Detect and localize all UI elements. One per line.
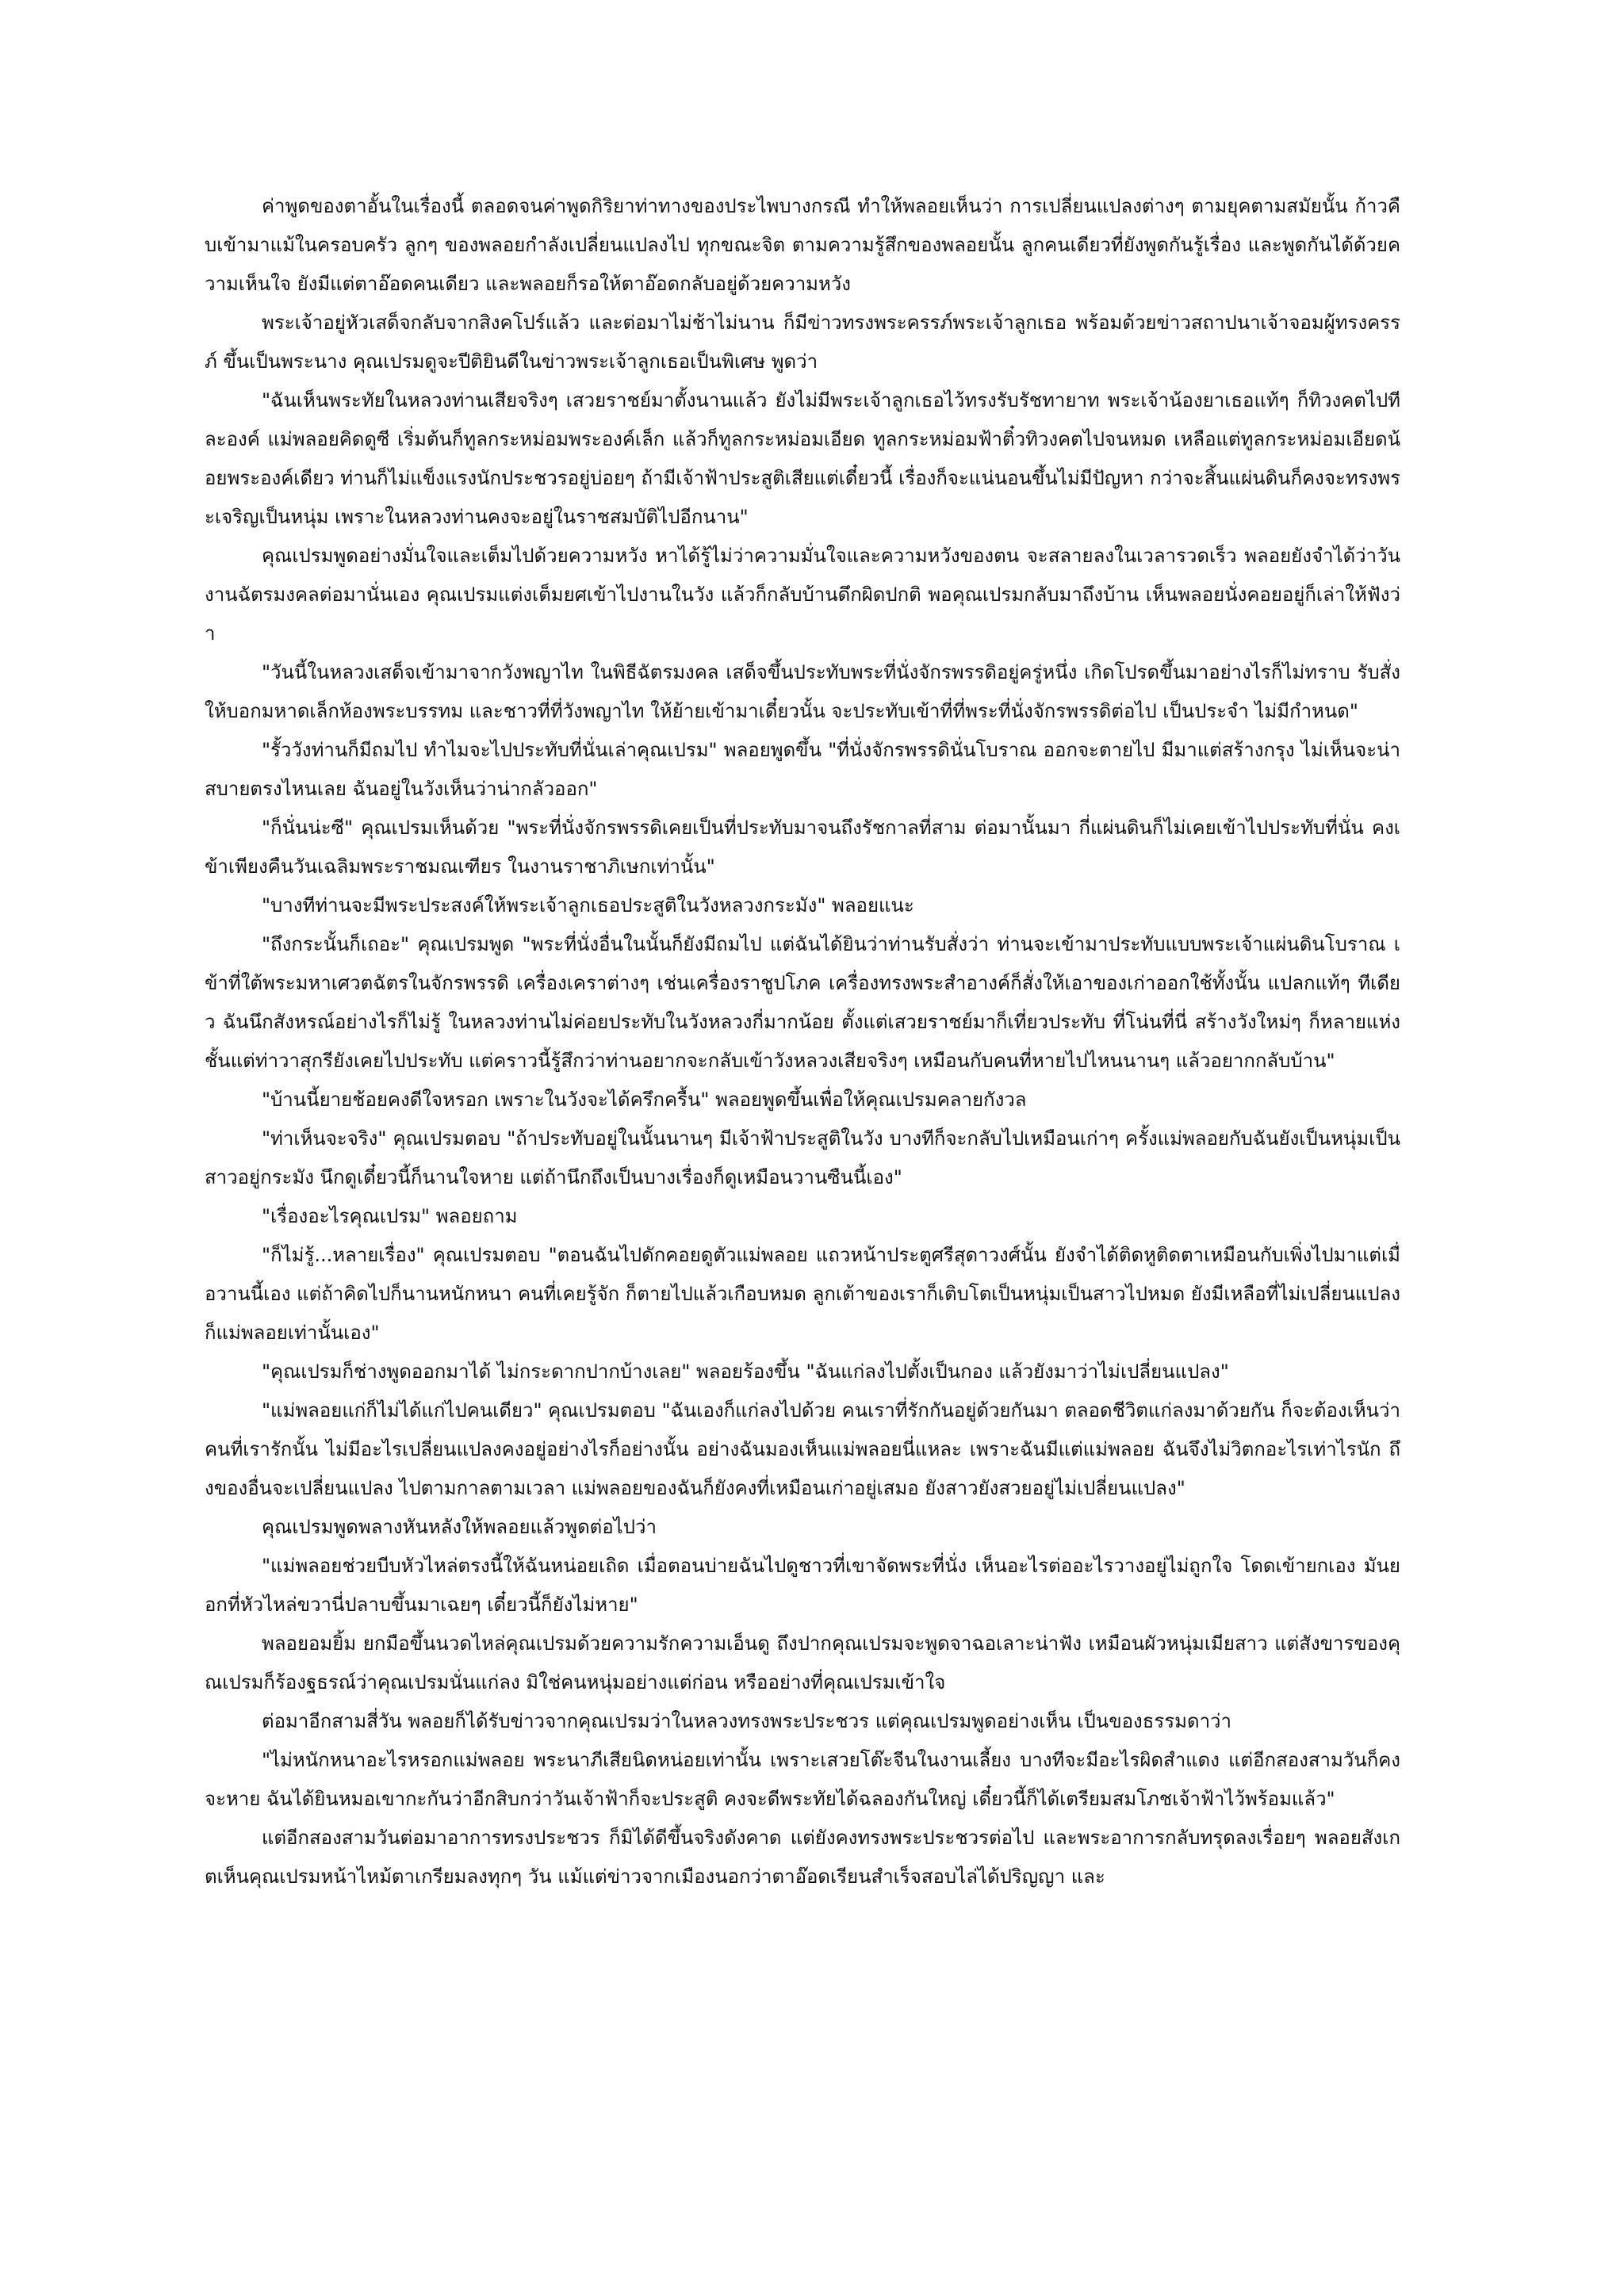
paragraph: "ก็นั่นน่ะซี" คุณเปรมเห็นด้วย "พระที่นั่งจักรพรรดิเคยเป็นที่ประทับมาจนถึงรัชกาลที่สาม ต่อมานั้นมา กี่แผ่นดินก็ไม่เคยเข้าไปประทับที่นั่น คงเข้าเพียงคืนวันเฉลิมพระราชมณเฑียร ในงานราชาภิเษกเท่านั้น" [205, 817, 1400, 878]
paragraph: "เรื่องอะไรคุณเปรม" พลอยถาม [262, 1205, 518, 1227]
paragraph: "วันนี้ในหลวงเสด็จเข้ามาจากวังพญาไท ในพิธีฉัตรมงคล เสด็จขึ้นประทับพระที่นั่งจักรพรรดิอยู่ครู่หนึ่ง เกิดโปรดขึ้นมาอย่างไรก็ไม่ทราบ รับสั่งให้บอกมหาดเล็กห้องพระบรรทม และชาวที่ที่วังพญาไท ให้ย้ายเข้ามาเดี๋ยวนั้น จะประทับเข้าที่ที่พระที่นั่งจักรพรรดิต่อไป เป็นประจำ ไม่มีกำหนด" [205, 661, 1400, 722]
paragraph: "ท่าเห็นจะจริง" คุณเปรมตอบ "ถ้าประทับอยู่ในนั้นนานๆ มีเจ้าฟ้าประสูติในวัง บางทีก็จะกลับไปเหมือนเก่าๆ ครั้งแม่พลอยกับฉันยังเป็นหนุ่มเป็นสาวอยู่กระมัง นึกดูเดี๋ยวนี้ก็นานใจหาย แต่ถ้านึกถึงเป็นบางเรื่องก็ดูเหมือนวานซืนนี้เอง" [205, 1127, 1400, 1188]
paragraph: คุณเปรมพูดอย่างมั่นใจและเต็มไปด้วยความหวัง หาได้รู้ไม่ว่าความมั่นใจและความหวังของตน จะสลายลงในเวลารวดเร็ว พลอยยังจำได้ว่าวันงานฉัตรมงคลต่อมานั่นเอง คุณเปรมแต่งเต็มยศเข้าไปงานในวัง แล้วก็กลับบ้านดึกผิดปกติ พอคุณเปรมกลับมาถึงบ้าน เห็นพลอยนั่งคอยอยู่ก็เล่าให้ฟังว่า [205, 545, 1400, 645]
paragraph: แต่อีกสองสามวันต่อมาอาการทรงประชวร ก็มิได้ดีขึ้นจริงดังคาด แต่ยังคงทรงพระประชวรต่อไป และพระอาการกลับทรุดลงเรื่อยๆ พลอยสังเกตเห็นคุณเปรมหน้าไหม้ตาเกรียมลงทุกๆ วัน แม้แต่ข่าวจากเมืองนอกว่าตาอ๊อดเรียนสำเร็จสอบไล่ได้ปริญญา และ [205, 1827, 1400, 1888]
body-text [205, 187, 1400, 1896]
paragraph: "ถึงกระนั้นก็เถอะ" คุณเปรมพูด "พระที่นั่งอื่นในนั้นก็ยังมีถมไป แต่ฉันได้ยินว่าท่านรับสั่งว่า ท่านจะเข้ามาประทับแบบพระเจ้าแผ่นดินโบราณ เข้าที่ใต้พระมหาเศวตฉัตรในจักรพรรดิ เครื่องเคราต่างๆ เช่นเครื่องราชูปโภค เครื่องทรงพระสำอางค์ก็สั่งให้เอาของเก่าออกใช้ทั้งนั้น แปลกแท้ๆ ทีเดียว ฉันนึกสังหรณ์อย่างไรก็ไม่รู้ ในหลวงท่านไม่ค่อยประทับในวังหลวงกี่มากน้อย ตั้งแต่เสวยราชย์มาก็เที่ยวประทับ ที่โน่นที่นี่ สร้างวังใหม่ๆ ก็หลายแห่ง ชั้นแต่ท่าวาสุกรียังเคยไปประทับ แต่คราวนี้รู้สึกว่าท่านอยากจะกลับเข้าวังหลวงเสียจริงๆ เหมือนกับคนที่หายไปไหนนานๆ แล้วอยากกลับบ้าน" [205, 933, 1400, 1072]
paragraph: "บางทีท่านจะมีพระประสงค์ให้พระเจ้าลูกเธอประสูติในวังหลวงกระมัง" พลอยแนะ [262, 894, 914, 916]
paragraph: พลอยอมยิ้ม ยกมือขึ้นนวดไหล่คุณเปรมด้วยความรักความเอ็นดู ถึงปากคุณเปรมจะพูดจาฉอเลาะน่าฟัง เหมือนผัวหนุ่มเมียสาว แต่สังขารของคุณเปรมก็ร้องฐธรณ์ว่าคุณเปรมนั่นแก่ลง มิใช่คนหนุ่มอย่างแต่ก่อน หรืออย่างที่คุณเปรมเข้าใจ [205, 1632, 1400, 1693]
paragraph: "ก็ไม่รู้...หลายเรื่อง" คุณเปรมตอบ "ตอนฉันไปดักคอยดูตัวแม่พลอย แถวหน้าประตูศรีสุดาวงศ์นั้น ยังจำได้ติดหูติดตาเหมือนกับเพิ่งไปมาแต่เมื่อวานนี้เอง แต่ถ้าคิดไปก็นานหนักหนา คนที่เคยรู้จัก ก็ตายไปแล้วเกือบหมด ลูกเต้าของเราก็เติบโตเป็นหนุ่มเป็นสาวไปหมด ยังมีเหลือที่ไม่เปลี่ยนแปลง ก็แม่พลอยเท่านั้นเอง" [205, 1244, 1400, 1344]
paragraph: พระเจ้าอยู่หัวเสด็จกลับจากสิงคโปร์แล้ว และต่อมาไม่ช้าไม่นาน ก็มีข่าวทรงพระครรภ์พระเจ้าลูกเธอ พร้อมด้วยข่าวสถาปนาเจ้าจอมผู้ทรงครรภ์ ขึ้นเป็นพระนาง คุณเปรมดูจะปีติยินดีในข่าวพระเจ้าลูกเธอเป็นพิเศษ พูดว่า [205, 312, 1400, 373]
paragraph: "แม่พลอยช่วยบีบหัวไหล่ตรงนี้ให้ฉันหน่อยเถิด เมื่อตอนบ่ายฉันไปดูชาวที่เขาจัดพระที่นั่ง เห็นอะไรต่ออะไรวางอยู่ไม่ถูกใจ โดดเข้ายกเอง มันยอกที่หัวไหล่ขวานี่ปลาบขึ้นมาเฉยๆ เดี๋ยวนี้ก็ยังไม่หาย" [205, 1555, 1400, 1616]
paragraph: ต่อมาอีกสามสี่วัน พลอยก็ได้รับข่าวจากคุณเปรมว่าในหลวงทรงพระประชวร แต่คุณเปรมพูดอย่างเห็น เป็นของธรรมดาว่า [262, 1710, 1232, 1732]
paragraph: ค่าพูดของตาอั้นในเรื่องนี้ ตลอดจนค่าพูดกิริยาท่าทางของประไพบางกรณี ทำให้พลอยเห็นว่า การเปลี่ยนแปลงต่างๆ ตามยุคตามสมัยนั้น ก้าวคืบเข้ามาแม้ในครอบครัว ลูกๆ ของพลอยกำลังเปลี่ยนแปลงไป ทุกขณะจิต ตามความรู้สึกของพลอยนั้น ลูกคนเดียวที่ยังพูดกันรู้เรื่อง และพูดกันได้ด้วยความเห็นใจ ยังมีแต่ตาอ๊อดคนเดียว และพลอยก็รอให้ตาอ๊อดกลับอยู่ด้วยความหวัง [205, 195, 1400, 295]
paragraph: "คุณเปรมก็ช่างพูดออกมาได้ ไม่กระดากปากบ้างเลย" พลอยร้องขึ้น "ฉันแก่ลงไปตั้งเป็นกอง แล้วยังมาว่าไม่เปลี่ยนแปลง" [262, 1360, 1229, 1383]
paragraph: "บ้านนี้ยายช้อยคงดีใจหรอก เพราะในวังจะได้ครึกครื้น" พลอยพูดขึ้นเพื่อให้คุณเปรมคลายกังวล [262, 1089, 1027, 1111]
paragraph: "รั้ววังท่านก็มีถมไป ทำไมจะไปประทับที่นั่นเล่าคุณเปรม" พลอยพูดขึ้น "ที่นั่งจักรพรรดินั่นโบราณ ออกจะตายไป มีมาแต่สร้างกรุง ไม่เห็นจะน่าสบายตรงไหนเลย ฉันอยู่ในวังเห็นว่าน่ากลัวออก" [205, 739, 1400, 800]
paragraph: คุณเปรมพูดพลางหันหลังให้พลอยแล้วพูดต่อไปว่า [262, 1516, 657, 1538]
paragraph: "ไม่หนักหนาอะไรหรอกแม่พลอย พระนาภีเสียนิดหน่อยเท่านั้น เพราะเสวยโต๊ะจีนในงานเลี้ยง บางทีจะมีอะไรผิดสำแดง แต่อีกสองสามวันก็คงจะหาย ฉันได้ยินหมอเขากะกันว่าอีกสิบกว่าวันเจ้าฟ้าก็จะประสูติ คงจะดีพระทัยได้ฉลองกันใหญ่ เดี๋ยวนี้ก็ได้เตรียมสมโภชเจ้าฟ้าไว้พร้อมแล้ว" [205, 1749, 1400, 1810]
paragraph: "แม่พลอยแก่ก็ไม่ได้แก่ไปคนเดียว" คุณเปรมตอบ "ฉันเองก็แก่ลงไปด้วย คนเราที่รักกันอยู่ด้วยกันมา ตลอดชีวิตแก่ลงมาด้วยกัน ก็จะต้องเห็นว่าคนที่เรารักนั้น ไม่มีอะไรเปลี่ยนแปลงคงอยู่อย่างไรก็อย่างนั้น อย่างฉันมองเห็นแม่พลอยนี่แหละ เพราะฉันมีแต่แม่พลอย ฉันจึงไม่วิตกอะไรเท่าไรนัก ถึงของอื่นจะเปลี่ยนแปลง ไปตามกาลตามเวลา แม่พลอยของฉันก็ยังคงที่เหมือนเก่าอยู่เสมอ ยังสาวยังสวยอยู่ไม่เปลี่ยนแปลง" [205, 1399, 1400, 1499]
paragraph: "ฉันเห็นพระทัยในหลวงท่านเสียจริงๆ เสวยราชย์มาตั้งนานแล้ว ยังไม่มีพระเจ้าลูกเธอไว้ทรงรับรัชทายาท พระเจ้าน้องยาเธอแท้ๆ ก็ทิวงคตไปทีละองค์ แม่พลอยคิดดูซี เริ่มต้นก็ทูลกระหม่อมพระองค์เล็ก แล้วก็ทูลกระหม่อมเอียด ทูลกระหม่อมฟ้าติ๋วทิวงคตไปจนหมด เหลือแต่ทูลกระหม่อมเอียดน้อยพระองค์เดียว ท่านก็ไม่แข็งแรงนักประชวรอยู่บ่อยๆ ถ้ามีเจ้าฟ้าประสูติเสียแต่เดี๋ยวนี้ เรื่องก็จะแน่นอนขึ้นไม่มีปัญหา กว่าจะสิ้นแผ่นดินก็คงจะทรงพระเจริญเป็นหนุ่ม เพราะในหลวงท่านคงจะอยู่ในราชสมบัติไปอีกนาน" [205, 389, 1400, 528]
